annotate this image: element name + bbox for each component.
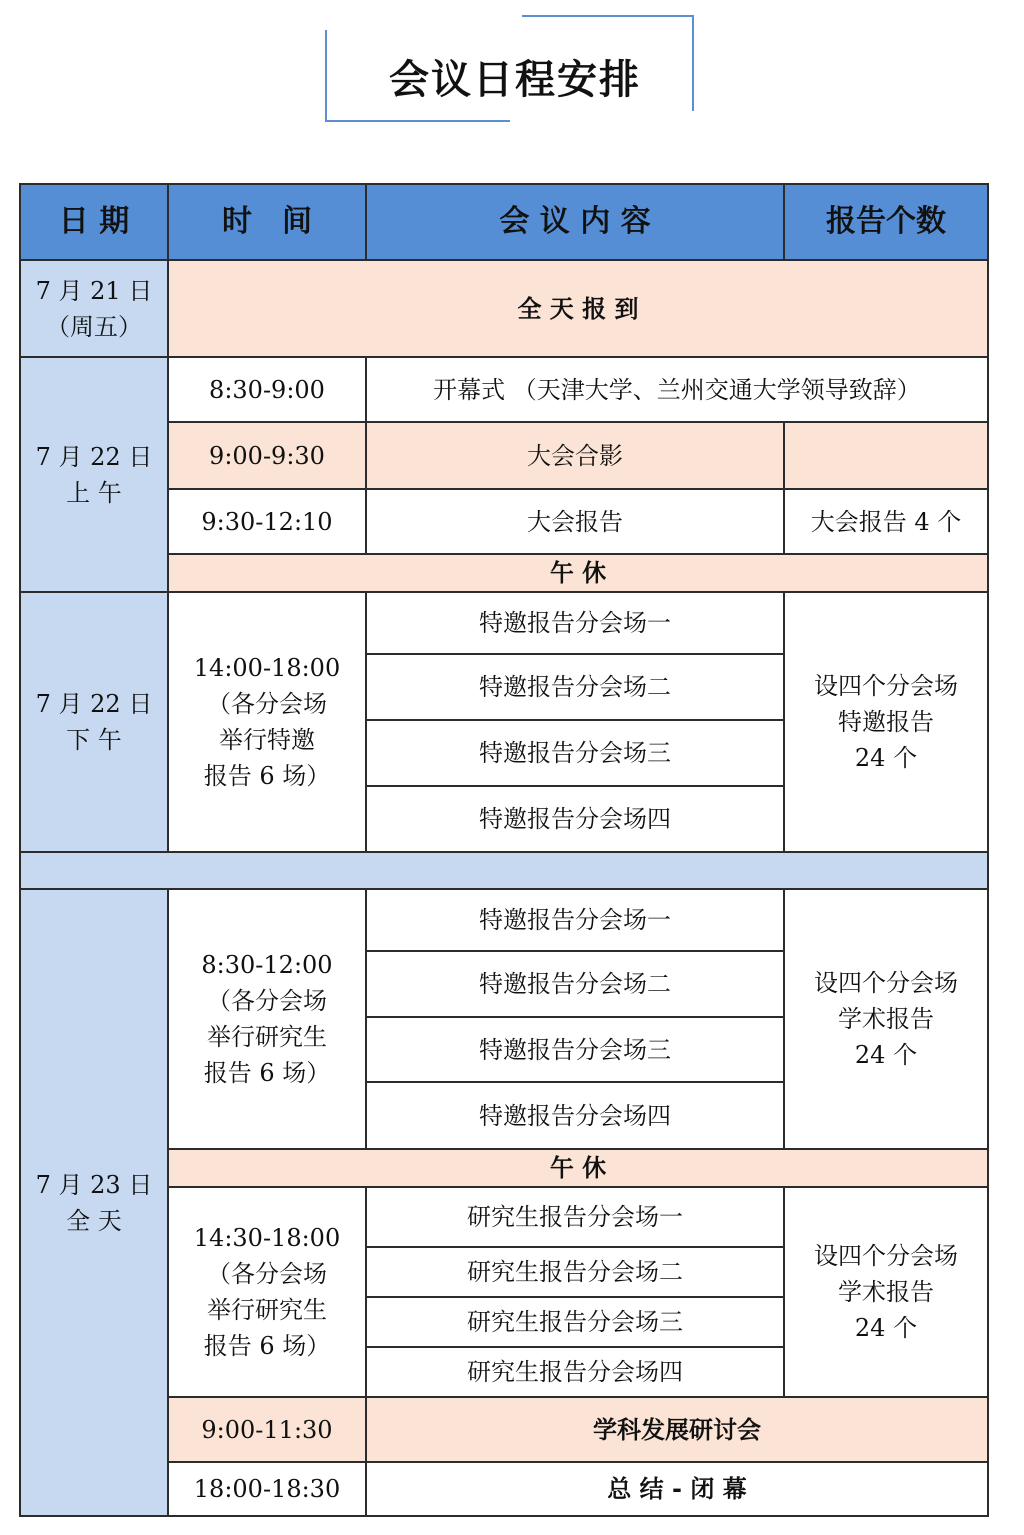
- time-line: 报告 6 场）: [203, 762, 331, 790]
- session-cell: 特邀报告分会场四: [366, 1082, 784, 1149]
- date-cell: [20, 889, 168, 1516]
- time-line: 举行特邀: [219, 726, 315, 754]
- session-cell: 特邀报告分会场一: [366, 889, 784, 951]
- time-line: 报告 6 场）: [203, 1059, 331, 1087]
- time-cell: [168, 592, 366, 852]
- lunch-break-cell: 午 休: [168, 554, 988, 592]
- time-line: （各分会场: [207, 690, 327, 718]
- date-line: 下 午: [66, 726, 122, 754]
- table-row: [20, 889, 988, 951]
- count-cell: 大会报告 4 个: [784, 489, 988, 554]
- time-cell: [168, 1187, 366, 1397]
- date-cell: [20, 260, 168, 357]
- count-line: 设四个分会场: [814, 672, 958, 700]
- registration-cell: 全 天 报 到: [168, 260, 988, 357]
- title-frame: [0, 0, 1024, 140]
- session-cell: 特邀报告分会场一: [366, 592, 784, 654]
- date-cell: [20, 357, 168, 592]
- time-line: （各分会场: [207, 987, 327, 1015]
- session-cell: 特邀报告分会场三: [366, 1017, 784, 1082]
- count-line: 24 个: [854, 1041, 918, 1069]
- count-line: 24 个: [854, 744, 918, 772]
- content-cell: 大会合影: [366, 422, 784, 489]
- header-time: 时 间: [168, 184, 366, 260]
- time-line: （各分会场: [207, 1260, 327, 1288]
- lunch-break-cell: 午 休: [168, 1149, 988, 1187]
- content-cell: 大会报告: [366, 489, 784, 554]
- time-line: 14:30-18:00: [193, 1224, 341, 1252]
- schedule-table: [19, 183, 989, 1517]
- header-row: [20, 184, 988, 260]
- date-line: 上 午: [66, 478, 122, 507]
- session-cell: 特邀报告分会场二: [366, 654, 784, 720]
- date-line: 7 月 22 日: [35, 690, 153, 718]
- count-line: 设四个分会场: [814, 969, 958, 997]
- count-line: 设四个分会场: [814, 1242, 958, 1270]
- date-cell: [20, 592, 168, 852]
- closing-cell: 总 结 - 闭 幕: [366, 1462, 988, 1516]
- frame-line: [325, 120, 510, 122]
- time-cell: 9:00-9:30: [168, 422, 366, 489]
- date-line: 7 月 23 日: [35, 1170, 153, 1199]
- time-cell: 9:00-11:30: [168, 1397, 366, 1462]
- session-cell: 研究生报告分会场一: [366, 1187, 784, 1247]
- time-line: 8:30-12:00: [201, 951, 333, 979]
- page-title: 会议日程安排: [389, 57, 641, 103]
- session-cell: 研究生报告分会场三: [366, 1297, 784, 1347]
- time-cell: 18:00-18:30: [168, 1462, 366, 1516]
- count-cell: [784, 889, 988, 1149]
- count-cell: [784, 1187, 988, 1397]
- session-cell: 特邀报告分会场四: [366, 786, 784, 852]
- session-cell: 研究生报告分会场二: [366, 1247, 784, 1297]
- time-line: 14:00-18:00: [193, 654, 341, 682]
- time-line: 举行研究生: [207, 1296, 327, 1324]
- date-line: 7 月 22 日: [35, 442, 153, 471]
- content-cell: 开幕式 （天津大学、兰州交通大学领导致辞）: [366, 357, 988, 422]
- table-row: [20, 592, 988, 654]
- frame-line: [325, 30, 327, 122]
- header-date: 日 期: [20, 184, 168, 260]
- time-cell: 9:30-12:10: [168, 489, 366, 554]
- count-cell: [784, 422, 988, 489]
- count-line: 学术报告: [838, 1005, 934, 1033]
- time-line: 报告 6 场）: [203, 1332, 331, 1360]
- date-line: 全 天: [66, 1206, 122, 1235]
- time-cell: 8:30-9:00: [168, 357, 366, 422]
- table-row: [20, 260, 988, 357]
- date-line: 7 月 21 日: [35, 276, 153, 305]
- session-cell: 特邀报告分会场三: [366, 720, 784, 786]
- count-line: 24 个: [854, 1314, 918, 1342]
- time-line: 举行研究生: [207, 1023, 327, 1051]
- date-line: （周五）: [46, 312, 142, 341]
- time-cell: [168, 889, 366, 1149]
- session-cell: 特邀报告分会场二: [366, 951, 784, 1017]
- frame-line: [522, 15, 694, 17]
- spacer-row: [20, 852, 988, 889]
- count-cell: [784, 592, 988, 852]
- header-content: 会 议 内 容: [366, 184, 784, 260]
- count-line: 学术报告: [838, 1278, 934, 1306]
- count-line: 特邀报告: [838, 708, 934, 736]
- session-cell: 研究生报告分会场四: [366, 1347, 784, 1397]
- forum-cell: 学科发展研讨会: [366, 1397, 988, 1462]
- table-row: [20, 357, 988, 422]
- header-count: 报告个数: [784, 184, 988, 260]
- spacer-cell: [20, 852, 988, 889]
